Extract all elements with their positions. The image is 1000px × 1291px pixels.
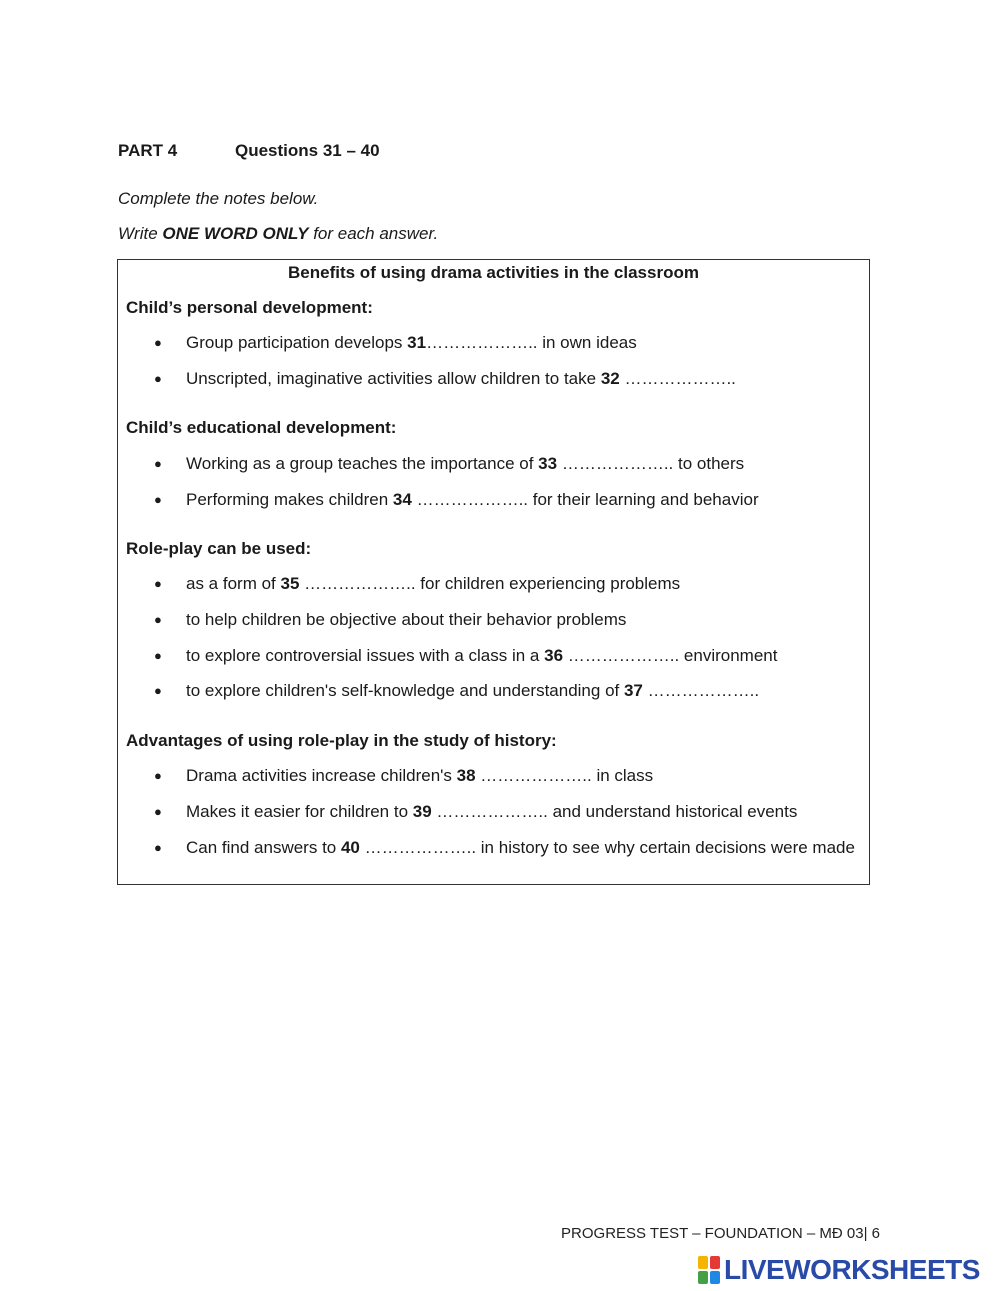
item-text: Group participation develops [186,333,408,352]
list-item-q32 [154,369,736,389]
item-text: as a form of [186,574,281,593]
list-item-objective [154,610,626,630]
answer-blank: ……………….. for children experiencing problems [299,574,681,593]
instruction-emphasis: ONE WORD ONLY [162,224,309,243]
answer-blank: ……………….. [619,369,736,388]
logo-block [698,1256,708,1269]
list-item-q34 [154,490,759,510]
bullet-icon: ● [154,840,162,855]
item-text: Working as a group teaches the importance of [186,454,539,473]
instruction-pre: Write [118,224,163,243]
questions-range: Questions 31 – 40 [235,141,380,160]
bullet-icon: ● [154,648,162,663]
question-number: 33 [538,454,558,473]
item-text: Makes it easier for children to [186,802,413,821]
question-number: 40 [340,838,360,857]
part-label: PART 4 [118,141,178,160]
logo-block [710,1271,720,1284]
instruction-complete: Complete the notes below. [118,189,319,208]
item-text: Unscripted, imaginative activities allow children to take [186,369,601,388]
item-text: Can find answers to [186,838,341,857]
list-item-q35 [154,574,680,594]
item-text: Drama activities increase children's [186,766,457,785]
item-text: to explore children's self-knowledge and understanding of [186,681,624,700]
section-heading-educational: Child’s educational development: [126,418,397,437]
list-item-q39 [154,802,797,822]
logo-block [698,1271,708,1284]
question-number: 38 [456,766,476,785]
bullet-icon: ● [154,492,162,507]
page-footer: PROGRESS TEST – FOUNDATION – MĐ 03| 6 [561,1225,880,1242]
list-item-q31 [154,333,637,353]
instruction-word-limit [118,224,438,244]
section-heading-roleplay: Role-play can be used: [126,539,312,558]
list-item-q40 [154,838,855,858]
answer-blank: ……………….. in own ideas [426,333,637,352]
answer-blank: ……………….. and understand historical events [431,802,798,821]
bullet-icon: ● [154,576,162,591]
bullet-icon: ● [154,612,162,627]
notes-title: Benefits of using drama activities in the classroom [288,263,699,282]
list-item-q37 [154,681,759,701]
bullet-icon: ● [154,456,162,471]
question-number: 36 [544,646,564,665]
question-number: 31 [407,333,427,352]
liveworksheets-logo[interactable] [698,1255,980,1285]
list-item-q33 [154,454,744,474]
item-text: to explore controversial issues with a class in a [186,646,545,665]
question-number: 34 [392,490,412,509]
logo-text: LIVEWORKSHEETS [724,1254,980,1285]
answer-blank: ……………….. [642,681,760,700]
bullet-icon: ● [154,804,162,819]
bullet-icon: ● [154,335,162,350]
instruction-post: for each answer. [308,224,439,243]
question-number: 32 [600,369,620,388]
notes-box [117,259,870,885]
logo-block [710,1256,720,1269]
section-heading-history: Advantages of using role-play in the study of history: [126,731,557,750]
question-number: 39 [412,802,432,821]
bullet-icon: ● [154,768,162,783]
section-heading-personal: Child’s personal development: [126,298,373,317]
answer-blank: ……………….. environment [563,646,778,665]
list-item-q36 [154,646,777,666]
question-number: 35 [280,574,300,593]
question-number: 37 [623,681,643,700]
answer-blank: ……………….. for their learning and behavior [411,490,759,509]
item-text: Performing makes children [186,490,393,509]
answer-blank: ……………….. in history to see why certain decisions were made [359,838,855,857]
answer-blank: ……………….. to others [557,454,745,473]
bullet-icon: ● [154,371,162,386]
liveworksheets-blocks-icon [698,1256,720,1284]
list-item-q38 [154,766,653,786]
answer-blank: ……………….. in class [475,766,654,785]
bullet-icon: ● [154,683,162,698]
item-text: to help children be objective about their behavior problems [186,610,627,629]
